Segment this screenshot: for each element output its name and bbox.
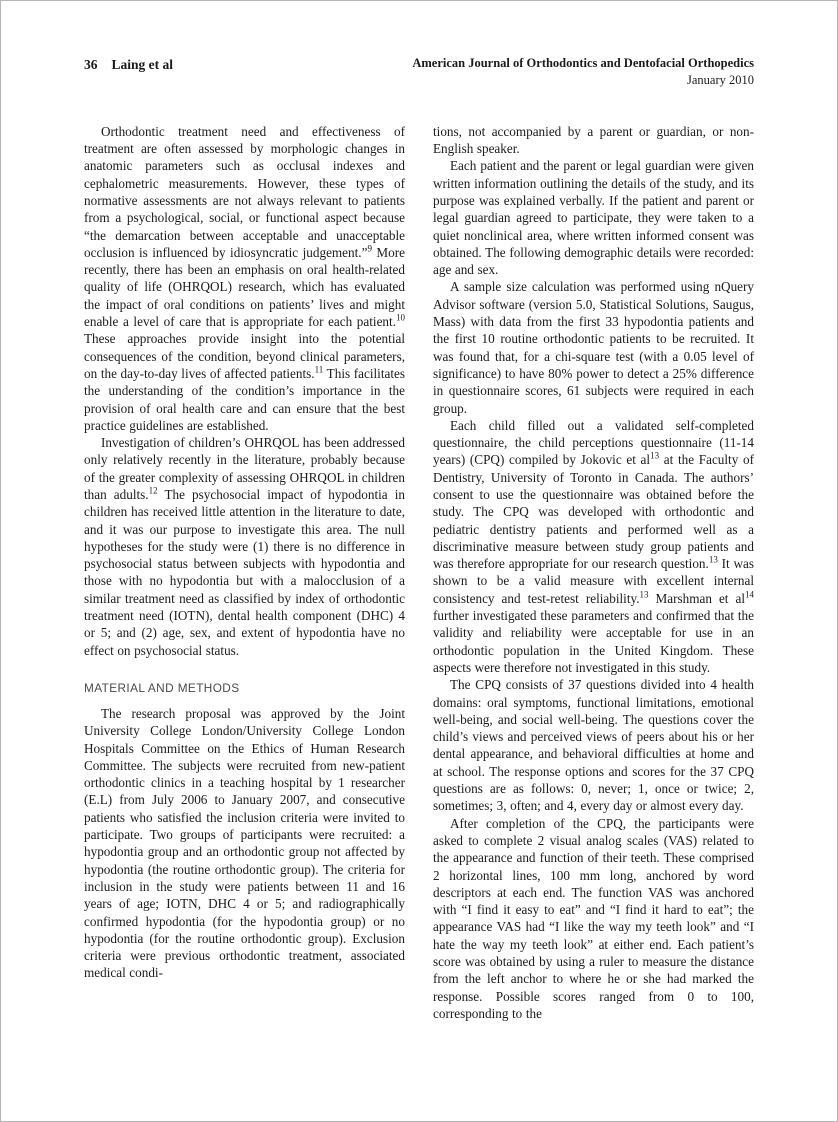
running-head	[84, 55, 754, 89]
paragraph: The CPQ consists of 37 questions divided into 4 health domains: oral symptoms, functional limitations, emotional well-being, and social well-being. The questions cover the child’s views and perceived views of peers about his or her dental appearance, and behavioral difficulties at home and at school. The response options and scores for the 37 CPQ questions are as follows: 0, never; 1, once or twice; 2, sometimes; 3, often; and 4, every day or almost every day.	[433, 677, 754, 814]
paragraph: Orthodontic treatment need and effectiveness of treatment are often assessed by morphologic changes in anatomic parameters such as occlusal indexes and cephalometric measurements. However, these types of normative assessments are not always relevant to patients from a psychological, social, or functional aspect because “the demarcation between acceptable and unacceptable occlusion is influenced by idiosyncratic judgement.”$^9$ More recently, there has been an emphasis on oral health-related quality of life (OHRQOL) research, which has evaluated the impact of oral conditions on patients’ lives and might enable a level of care that is appropriate for each patient.$^{10}$ These approaches provide insight into the potential consequences of the condition, beyond clinical parameters, on the day-to-day lives of affected patients.$^{11}$ This facilitates the understanding of the condition’s importance in the provision of oral health care and can ensure that the best practice guidelines are established.	[84, 123, 405, 433]
journal-title: American Journal of Orthodontics and Dentofacial Orthopedics	[412, 56, 754, 70]
running-head-left	[84, 55, 173, 73]
running-head-right	[412, 55, 754, 89]
paragraph-continuation: tions, not accompanied by a parent or guardian, or non-English speaker.	[433, 123, 754, 157]
paragraph: A sample size calculation was performed using nQuery Advisor software (version 5.0, Statistical Solutions, Saugus, Mass) with data from the first 33 hypodontia patients and the first 10 routine orthodontic patients to be recruited. It was found that, for a chi-square test (with a 0.05 level of significance) to have 80% power to detect a 25% difference in questionnaire scores, 61 subjects were required in each group.	[433, 279, 754, 416]
paragraph: Each patient and the parent or legal guardian were given written information outlining the details of the study, and its purpose was explained verbally. If the patient and parent or legal guardian agreed to participate, they were taken to a quiet nonclinical area, where written informed consent was obtained. The following demographic details were recorded: age and sex.	[433, 158, 754, 278]
right-column	[433, 123, 754, 1022]
journal-issue: January 2010	[687, 72, 754, 87]
page-number: 36	[84, 57, 98, 72]
paragraph: Each child filled out a validated self-completed questionnaire, the child perceptions questionnaire (11-14 years) (CPQ) compiled by Jokovic et $al^{13}$ at the Faculty of Dentistry, University of Toronto in Canada. The authors’ consent to use the questionnaire was obtained before the study. The CPQ was developed with orthodontic and pediatric dentistry patients and performed well as a discriminative measure between study group patients and was therefore appropriate for our research question.$^{13}$ It was shown to be a valid measure with excellent internal consistency and test-retest reliability.$^{13}$ Marshman et $al^{14}$ further investigated these parameters and confirmed that the validity and reliability were acceptable for use in an orthodontic population in the United Kingdom. These aspects were therefore not investigated in this study.	[433, 417, 754, 675]
article-body	[84, 123, 754, 1022]
paragraph: The research proposal was approved by the Joint University College London/University College London Hospitals Committee on the Ethics of Human Research Committee. The subjects were recruited from new-patient orthodontic clinics in a teaching hospital by 1 researcher (E.L) from July 2006 to January 2007, and consecutive patients who satisfied the inclusion criteria were invited to participate. Two groups of participants were recruited: a hypodontia group and an orthodontic group not affected by hypodontia (the routine orthodontic group). The criteria for inclusion in the study were patients between 11 and 16 years of age; IOTN, DHC 4 or 5; and radiographically confirmed hypodontia (for the hypodontia group) or no hypodontia (for the routine orthodontic group). Exclusion criteria were previous orthodontic treatment, associated medical condi-	[84, 705, 405, 981]
section-heading-material-and-methods: MATERIAL AND METHODS	[84, 680, 240, 695]
paragraph: Investigation of children’s OHRQOL has been addressed only relatively recently in the literature, probably because of the greater complexity of assessing OHRQOL in children than adults.$^{12}$ The psychosocial impact of hypodontia in children has received little attention in the literature to date, and it was our purpose to investigate this area. The null hypotheses for the study were (1) there is no difference in psychosocial status between subjects with hypodontia and those with no hypodontia but with a malocclusion of a similar treatment need as classified by index of orthodontic treatment need (IOTN), dental health component (DHC) 4 or 5; and (2) age, sex, and extent of hypodontia have no effect on psychosocial status.	[84, 435, 405, 658]
left-column	[84, 123, 405, 1022]
running-authors: Laing et al	[111, 57, 174, 72]
paragraph: After completion of the CPQ, the participants were asked to complete 2 visual analog scales (VAS) related to the appearance and function of their teeth. These comprised 2 horizontal lines, 100 mm long, anchored by word descriptors at each end. The function VAS was anchored with “I find it easy to eat” and “I find it hard to eat”; the appearance VAS had “I like the way my teeth look” and “I hate the way my teeth look” at either end. Each patient’s score was obtained by using a ruler to measure the distance from the left anchor to where he or she had marked the response. Possible scores ranged from 0 to 100, corresponding to the	[433, 815, 754, 1021]
